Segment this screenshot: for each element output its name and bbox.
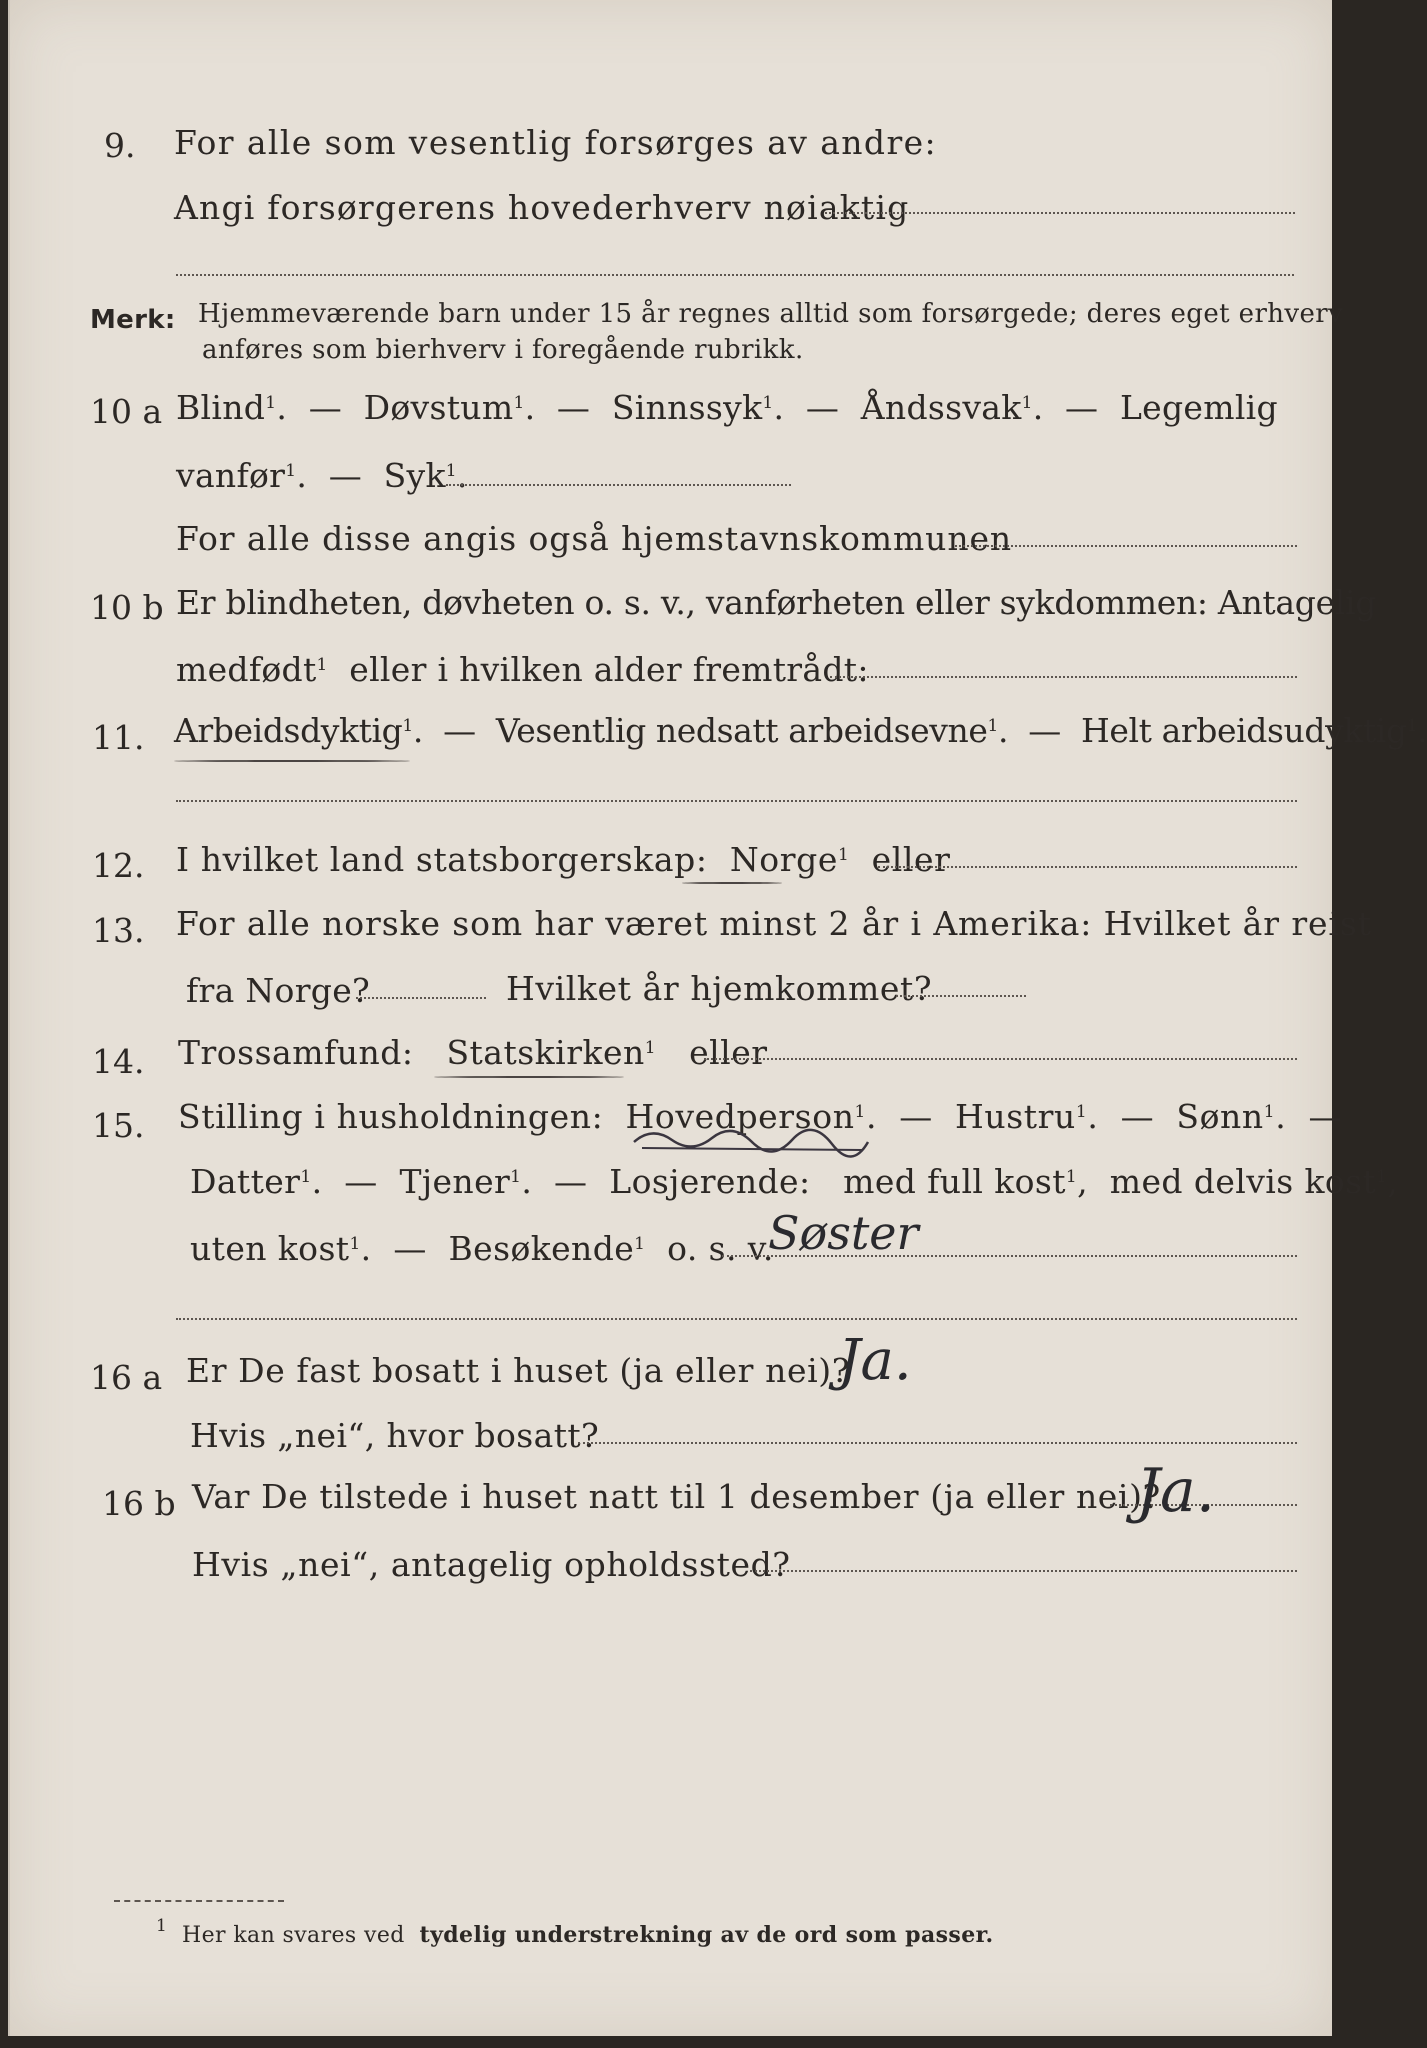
q12-number: 12.: [92, 846, 145, 885]
opt-sonn[interactable]: Sønn: [1176, 1097, 1264, 1136]
q14-label: Trossamfund:: [178, 1033, 414, 1072]
q9-line1: For alle som vesentlig forsørges av andre:: [174, 123, 938, 162]
opt-medfodt[interactable]: medfødt: [176, 650, 317, 689]
q10b-line2-rest: eller i hvilken alder fremtrådt:: [349, 650, 869, 689]
q12-eller: eller: [871, 840, 951, 879]
q11-answer-line: [176, 800, 1297, 802]
census-form-page: [8, 0, 1427, 2036]
q13-hjemkommet-line: [896, 995, 1026, 997]
q15-number: 15.: [92, 1106, 145, 1145]
q13-fra-norge: fra Norge?: [186, 971, 371, 1010]
opt-hovedperson[interactable]: Hovedperson: [625, 1097, 855, 1136]
opt-vesentlig-nedsatt[interactable]: Vesentlig nedsatt arbeidsevne: [495, 711, 988, 750]
footnote-mark: 1: [156, 1916, 168, 1936]
footnote-bold: tydelig understrekning av de ord som passer.: [419, 1922, 994, 1948]
q9-number: 9.: [104, 126, 136, 165]
q10a-answer-line: [446, 484, 791, 486]
opt-datter[interactable]: Datter: [190, 1162, 301, 1201]
q10a-line3: For alle disse angis også hjemstavnskommunen: [176, 519, 1013, 558]
q10a-number: 10 a: [90, 392, 163, 431]
q16b-handwritten-answer: Ja.: [1136, 1456, 1215, 1526]
opt-uten-kost[interactable]: uten kost: [190, 1229, 350, 1268]
q9-answer-line: [825, 212, 1295, 214]
q9-answer-line-2: [176, 274, 1294, 276]
opt-legemlig[interactable]: Legemlig: [1119, 388, 1278, 427]
q15-losjerende: Losjerende:: [609, 1162, 811, 1201]
q16a-number: 16 a: [90, 1358, 163, 1397]
opt-blind[interactable]: Blind: [176, 388, 266, 427]
merk-line2: anføres som bierhverv i foregående rubrikk.: [202, 335, 804, 365]
opt-tjener[interactable]: Tjener: [399, 1162, 511, 1201]
opt-statskirken[interactable]: Statskirken: [446, 1033, 645, 1072]
opt-delvis-kost[interactable]: med delvis kost: [1109, 1162, 1377, 1201]
q16b-number: 16 b: [102, 1484, 176, 1523]
q15-label: Stilling i husholdningen:: [178, 1097, 604, 1136]
q10b-number: 10 b: [90, 588, 164, 627]
q16b-line2: Hvis „nei“, antagelig opholdssted?: [192, 1545, 791, 1584]
q16a-handwritten-answer: Ja.: [838, 1328, 912, 1393]
opt-full-kost[interactable]: med full kost: [843, 1162, 1066, 1201]
opt-helt-udyktig[interactable]: Helt arbeidsudyktig: [1081, 711, 1407, 750]
q16b-line1: Var De tilstede i huset natt til 1 desember (ja eller nei)?: [192, 1477, 1161, 1516]
opt-syk[interactable]: Syk: [383, 456, 446, 495]
q12-line: I hvilket land statsborgerskap: Norge$^1$ eller: [176, 840, 951, 879]
q13-line1: For alle norske som har været minst 2 år i Amerika: Hvilket år reist: [176, 904, 1372, 943]
footnote-rule: [114, 1900, 284, 1902]
q14-handwritten-underline: [434, 1076, 624, 1078]
footnote-text: Her kan svares ved: [182, 1923, 405, 1948]
q10b-answer-line: [830, 676, 1297, 678]
q10a-line1: Blind$^1$. — Døvstum$^1$. — Sinnssyk$^1$. — Åndssvak$^1$. — Legemlig: [176, 388, 1278, 427]
q13-number: 13.: [92, 911, 145, 950]
q14-answer-line: [704, 1058, 1297, 1060]
q11-number: 11.: [92, 718, 145, 757]
q13-hjemkommet: Hvilket år hjemkommet?: [506, 969, 933, 1008]
q15-line3: uten kost$^1$. — Besøkende$^1$ o. s. v.: [190, 1229, 774, 1268]
q14-number: 14.: [92, 1042, 145, 1081]
q16a-line1: Er De fast bosatt i huset (ja eller nei)?: [186, 1351, 850, 1390]
q9-line2: Angi forsørgerens hovederhverv nøiaktig: [174, 188, 910, 227]
merk-label: Merk:: [90, 305, 176, 335]
opt-vanfor[interactable]: vanfør: [176, 456, 286, 495]
q10a-hjemstavn-line: [955, 545, 1297, 547]
q14-line: Trossamfund: Statskirken$^1$ eller: [178, 1033, 768, 1072]
q14-eller: eller: [689, 1033, 768, 1072]
q15-handwritten-answer: Søster: [768, 1206, 919, 1260]
q10a-line2: vanfør$^1$. — Syk$^1$.: [176, 456, 468, 495]
footnote: [156, 1918, 994, 1953]
q15-line2: Datter$^1$. — Tjener$^1$. — Losjerende: med full kost$^1$, med delvis kost$^1$,: [190, 1162, 1399, 1201]
q12-handwritten-underline: [682, 882, 782, 884]
q10b-line1: Er blindheten, døvheten o. s. v., vanførheten eller sykdommen: Antagelig: [176, 583, 1377, 622]
q11-handwritten-underline: [174, 760, 410, 762]
opt-dovstum[interactable]: Døvstum: [363, 388, 514, 427]
q15-answer-line-2: [176, 1318, 1297, 1320]
opt-arbeidsdyktig[interactable]: Arbeidsdyktig: [174, 711, 403, 750]
opt-sinnssyk[interactable]: Sinnssyk: [611, 388, 763, 427]
q12-answer-line: [878, 866, 1297, 868]
q12-question: I hvilket land statsborgerskap:: [176, 840, 708, 879]
q11-line1: Arbeidsdyktig$^1$. — Vesentlig nedsatt arbeidsevne$^1$. — Helt arbeidsudyktig$^1$.: [174, 711, 1427, 750]
q16a-answer-line: [578, 1442, 1297, 1444]
q15-osv: o. s. v.: [667, 1229, 774, 1268]
q16b-opholdssted-line: [750, 1570, 1297, 1572]
q10b-line2: medfødt$^1$ eller i hvilken alder fremtrådt:: [176, 650, 869, 689]
q16a-line2: Hvis „nei“, hvor bosatt?: [190, 1416, 600, 1455]
opt-hustru[interactable]: Hustru: [955, 1097, 1076, 1136]
q15-line1: Stilling i husholdningen: Hovedperson$^1$. — Hustru$^1$. — Sønn$^1$. —: [178, 1097, 1343, 1136]
opt-norge[interactable]: Norge: [729, 840, 838, 879]
opt-besokende[interactable]: Besøkende: [448, 1229, 635, 1268]
merk-line1: Hjemmeværende barn under 15 år regnes alltid som forsørgede; deres eget erhverv: [198, 299, 1344, 329]
q13-reist-line: [356, 997, 486, 999]
opt-andssvak[interactable]: Åndssvak: [860, 388, 1022, 427]
q15-handwritten-underline: [632, 1120, 872, 1156]
